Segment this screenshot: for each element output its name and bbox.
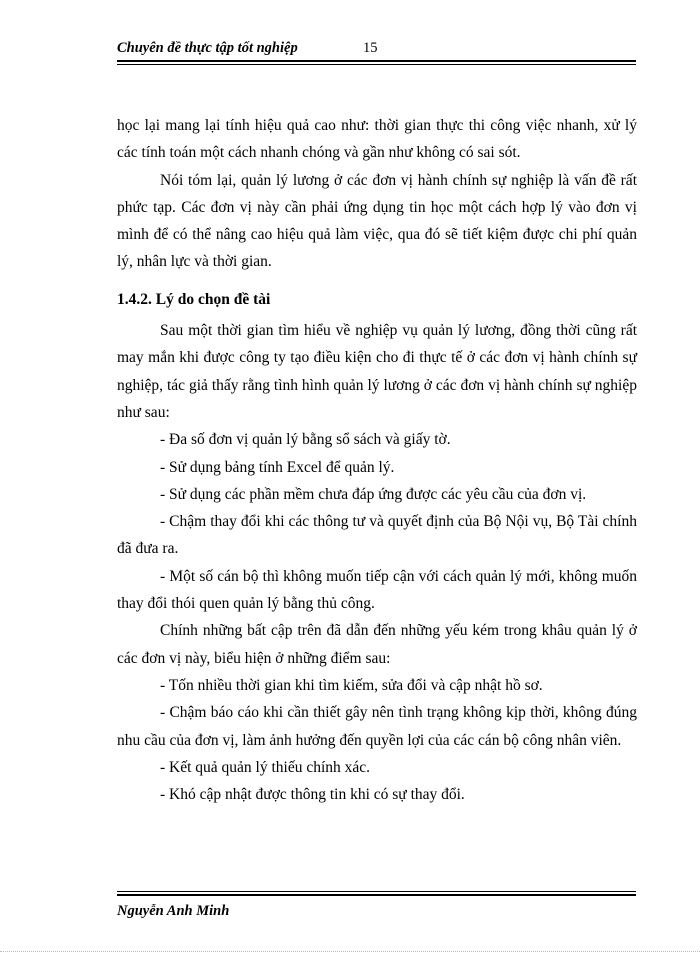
footer-rule-thin (117, 891, 636, 892)
paragraph: học lại mang lại tính hiệu quả cao như: thời gian thực thi công việc nhanh, xử lý các tính toán một cách nhanh chóng và gần như không có sai sót. (117, 117, 637, 162)
paragraph: Sau một thời gian tìm hiểu về nghiệp vụ quản lý lương, đồng thời cũng rất may mắn khi được công ty tạo điều kiện cho đi thực tế ở các đơn vị hành chính sự nghiệp, tác giả thấy rằng tình hình quản lý lương ở các đơn vị hành chính sự nghiệp như sau: (117, 322, 637, 421)
paragraph: Nói tóm lại, quản lý lương ở các đơn vị hành chính sự nghiệp là vấn đề rất phức tạp. Các đơn vị này cần phải ứng dụng tin học một cách hợp lý vào đơn vị mình để có thể nâng cao hiệu quả làm việc, qua đó sẽ tiết kiệm được chi phí quản lý, nhân lực và thời gian. (117, 171, 637, 271)
paragraph: Chính những bất cập trên đã dẫn đến những yếu kém trong khâu quản lý ở các đơn vị này, biểu hiện ở những điểm sau: (117, 622, 637, 667)
section-heading: 1.4.2. Lý do chọn đề tài (117, 290, 271, 308)
page-header (117, 40, 637, 60)
bullet-item: - Kết quả quản lý thiếu chính xác. (160, 758, 371, 776)
bullet-item: - Chậm báo cáo khi cần thiết gây nên tình trạng không kịp thời, không đúng nhu cầu của đơn vị, làm ảnh hưởng đến quyền lợi của các cán bộ công nhân viên. (117, 704, 637, 749)
bullet-item: - Đa số đơn vị quản lý bằng sổ sách và giấy tờ. (160, 431, 451, 449)
bullet-item: - Một số cán bộ thì không muốn tiếp cận với cách quản lý mới, không muốn thay đổi thói quen quản lý bằng thủ công. (117, 567, 637, 613)
bullet-item: - Sử dụng bảng tính Excel để quản lý. (160, 458, 395, 476)
body-text (117, 112, 637, 808)
bullet-item: - Khó cập nhật được thông tin khi có sự thay đổi. (160, 786, 465, 804)
page-bottom-divider (0, 951, 700, 952)
page-number: 15 (363, 40, 378, 56)
footer-author: Nguyễn Anh Minh (117, 903, 230, 919)
bullet-item: - Sử dụng các phần mềm chưa đáp ứng được các yêu cầu của đơn vị. (160, 485, 587, 503)
header-title: Chuyên đề thực tập tốt nghiệp (117, 40, 298, 56)
bullet-item: - Chậm thay đổi khi các thông tư và quyết định của Bộ Nội vụ, Bộ Tài chính đã đưa ra. (117, 513, 637, 558)
footer-rule-thick (117, 894, 636, 896)
bullet-item: - Tốn nhiều thời gian khi tìm kiếm, sửa đổi và cập nhật hồ sơ. (160, 676, 543, 694)
header-rule-thin (117, 64, 636, 65)
header-rule-thick (117, 60, 636, 62)
